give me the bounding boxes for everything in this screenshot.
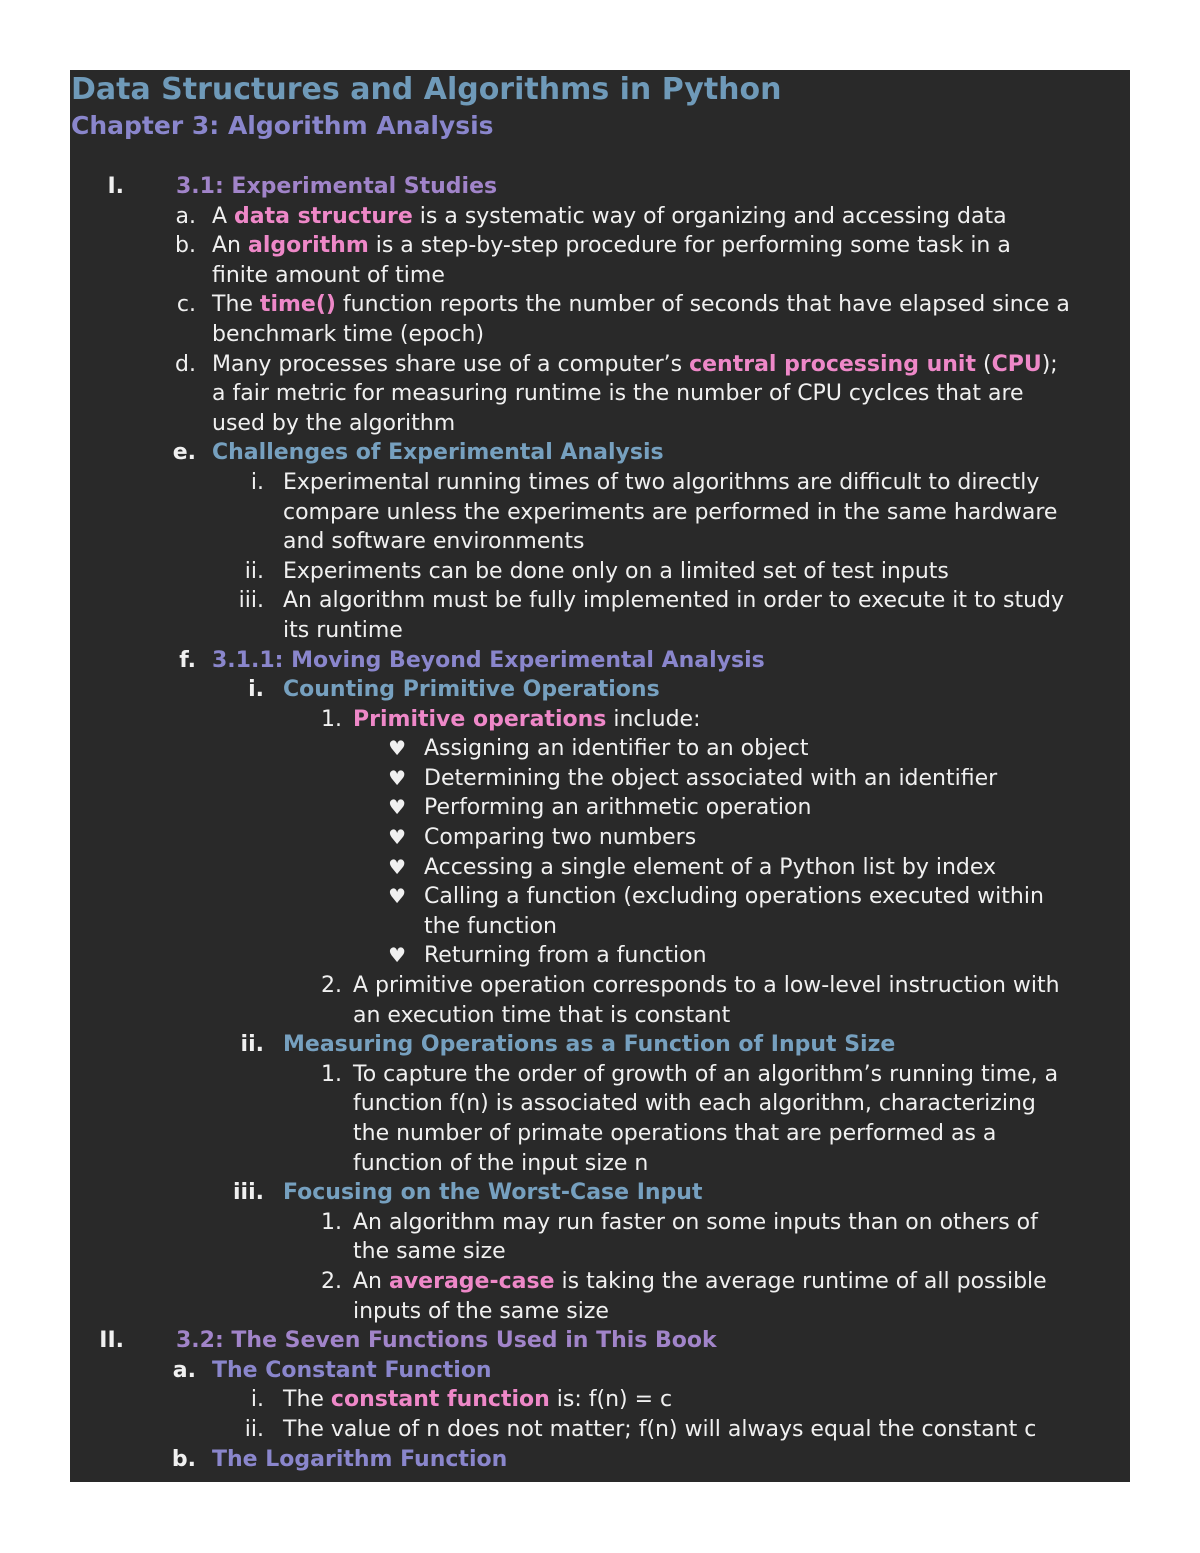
highlighted-term: CPU	[991, 351, 1042, 377]
list-marker: f.	[179, 647, 196, 673]
heart-bullet-icon: ♥	[388, 854, 406, 879]
list-marker: i.	[250, 469, 264, 495]
text-run: include:	[606, 706, 701, 732]
list-marker: e.	[172, 440, 196, 466]
outline-item	[70, 853, 1130, 883]
outline-text	[283, 1417, 1036, 1442]
text-run: used by the algorithm	[212, 410, 456, 436]
outline-item	[70, 1178, 1130, 1208]
highlighted-term: Measuring Operations as a Function of Input Size	[283, 1032, 896, 1058]
outline-item	[70, 1060, 1130, 1090]
outline-item	[70, 882, 1130, 912]
outline-text	[353, 1269, 1047, 1294]
list-marker: c.	[176, 292, 196, 318]
outline-line-continuation	[70, 261, 1130, 291]
outline-text	[283, 588, 1064, 613]
outline	[70, 172, 1130, 1474]
text-run: Determining the object associated with an identifier	[424, 765, 998, 791]
outline-item	[70, 1385, 1130, 1415]
outline-text	[283, 470, 1039, 495]
highlighted-term: Primitive operations	[353, 706, 607, 732]
outline-text	[353, 1062, 1058, 1087]
outline-item	[70, 468, 1130, 498]
text-run: Accessing a single element of a Python list by index	[424, 854, 997, 880]
list-marker: II.	[99, 1328, 124, 1354]
outline-text	[424, 914, 557, 939]
text-run: function of the input size n	[353, 1150, 649, 1176]
outline-text	[212, 352, 1058, 377]
text-run: Calling a function (excluding operations executed within	[424, 884, 1044, 910]
outline-text	[353, 1003, 730, 1028]
outline-item	[70, 1208, 1130, 1238]
outline-text	[283, 1180, 702, 1205]
highlighted-term: Focusing on the Worst-Case Input	[283, 1180, 703, 1206]
highlighted-term: algorithm	[248, 233, 369, 259]
outline-text	[353, 1210, 1038, 1235]
text-run: An	[212, 233, 248, 259]
outline-item	[70, 1445, 1130, 1475]
list-marker: 2.	[321, 1268, 342, 1294]
outline-text	[212, 204, 1007, 229]
outline-text	[212, 381, 1024, 406]
text-run: the function	[424, 913, 557, 939]
highlighted-term: 3.1: Experimental Studies	[176, 174, 498, 199]
text-run: its runtime	[283, 617, 403, 643]
text-run: A	[212, 203, 235, 229]
text-run: Performing an arithmetic operation	[424, 795, 812, 821]
outline-line-continuation	[70, 1119, 1130, 1149]
list-marker: 1.	[321, 1061, 342, 1087]
document-title: Data Structures and Algorithms in Python	[71, 72, 782, 107]
outline-item	[70, 290, 1130, 320]
outline-text	[424, 884, 1044, 909]
text-run: (	[976, 351, 992, 377]
outline-text	[353, 1091, 1036, 1116]
outline-item	[70, 1030, 1130, 1060]
highlighted-term: The Logarithm Function	[212, 1446, 508, 1472]
outline-text	[283, 559, 949, 584]
text-run: finite amount of time	[212, 262, 445, 288]
outline-text	[424, 825, 696, 850]
outline-text	[353, 1239, 506, 1264]
text-run: Many processes share use of a computer’s	[212, 351, 690, 377]
text-run: inputs of the same size	[353, 1298, 609, 1324]
outline-item	[70, 971, 1130, 1001]
outline-item	[70, 941, 1130, 971]
outline-line-continuation	[70, 320, 1130, 350]
list-marker: 1.	[321, 1209, 342, 1235]
outline-text	[283, 1387, 672, 1412]
text-run: Assigning an identifier to an object	[424, 736, 809, 762]
outline-text	[283, 500, 1057, 525]
text-run: the number of primate operations that are performed as a	[353, 1121, 997, 1146]
outline-text	[212, 1358, 492, 1383]
outline-text	[212, 322, 484, 347]
outline-line-continuation	[70, 1237, 1130, 1267]
list-marker: iii.	[233, 1180, 264, 1206]
outline-text	[353, 1299, 609, 1324]
outline-text	[424, 795, 811, 820]
outline-text	[353, 973, 1060, 998]
highlighted-term: data structure	[234, 203, 413, 229]
text-run: an execution time that is constant	[353, 1002, 731, 1028]
outline-text	[424, 766, 997, 791]
outline-text	[176, 1328, 717, 1353]
outline-item	[70, 793, 1130, 823]
text-run: The value of n does not matter; f(n) will always equal the constant c	[283, 1416, 1037, 1442]
text-run: A primitive operation corresponds to a low-level instruction with	[353, 973, 1060, 999]
outline-item	[70, 646, 1130, 676]
heart-bullet-icon: ♥	[388, 825, 406, 850]
highlighted-term: Counting Primitive Operations	[283, 677, 660, 703]
outline-text	[283, 529, 584, 554]
heart-bullet-icon: ♥	[388, 943, 406, 968]
outline-item	[70, 764, 1130, 794]
highlighted-term: Challenges of Experimental Analysis	[212, 440, 664, 466]
outline-text	[212, 648, 765, 673]
highlighted-term: average-case	[389, 1268, 555, 1294]
text-run: benchmark time (epoch)	[212, 321, 485, 347]
text-run: a fair metric for measuring runtime is the number of CPU cyclces that are	[212, 381, 1024, 407]
outline-text	[424, 855, 996, 880]
heart-bullet-icon: ♥	[388, 884, 406, 909]
list-marker: b.	[171, 1446, 196, 1472]
text-run: function f(n) is associated with each algorithm, characterizing	[353, 1091, 1036, 1117]
outline-line-continuation	[70, 1001, 1130, 1031]
heart-bullet-icon: ♥	[388, 736, 406, 761]
outline-item	[70, 734, 1130, 764]
outline-line-continuation	[70, 379, 1130, 409]
text-run: An algorithm must be fully implemented in order to execute it to study	[283, 588, 1065, 614]
outline-text	[283, 677, 660, 702]
highlighted-term: The Constant Function	[212, 1357, 492, 1383]
list-marker: ii.	[244, 558, 264, 584]
heart-bullet-icon: ♥	[388, 795, 406, 820]
list-marker: I.	[107, 174, 124, 199]
highlighted-term: constant function	[330, 1387, 550, 1413]
highlighted-term: 3.2: The Seven Functions Used in This Book	[176, 1328, 717, 1354]
text-run: An	[353, 1268, 389, 1294]
text-run: and software environments	[283, 529, 585, 555]
outline-text	[353, 1121, 996, 1146]
outline-text	[424, 943, 707, 968]
text-run: The	[283, 1387, 331, 1413]
text-run: Experimental running times of two algorithms are difficult to directly	[283, 469, 1040, 495]
outline-text	[283, 1032, 895, 1057]
list-marker: i.	[250, 1387, 264, 1413]
outline-text	[353, 707, 701, 732]
outline-line-continuation	[70, 527, 1130, 557]
outline-line-continuation	[70, 498, 1130, 528]
outline-item	[70, 350, 1130, 380]
outline-item	[70, 1415, 1130, 1445]
outline-line-continuation	[70, 912, 1130, 942]
outline-line-continuation	[70, 409, 1130, 439]
text-run: is taking the average runtime of all possible	[554, 1268, 1047, 1294]
outline-text	[212, 263, 445, 288]
outline-item	[70, 202, 1130, 232]
outline-line-continuation	[70, 616, 1130, 646]
text-run: An algorithm may run faster on some inputs than on others of	[353, 1209, 1038, 1235]
outline-item	[70, 557, 1130, 587]
text-run: is: f(n) = c	[549, 1387, 673, 1413]
outline-line-continuation	[70, 1149, 1130, 1179]
outline-text	[176, 174, 497, 199]
outline-item	[70, 1326, 1130, 1356]
outline-item	[70, 1356, 1130, 1386]
list-marker: a.	[175, 203, 196, 229]
outline-text	[212, 411, 455, 436]
outline-text	[212, 292, 1070, 317]
outline-text	[212, 440, 664, 465]
outline-item	[70, 438, 1130, 468]
outline-item	[70, 1267, 1130, 1297]
list-marker: 2.	[321, 973, 342, 999]
outline-item	[70, 172, 1130, 202]
outline-text	[424, 736, 808, 761]
outline-item	[70, 823, 1130, 853]
highlighted-term: central processing unit	[689, 351, 976, 377]
list-marker: i.	[248, 677, 264, 703]
outline-text	[353, 1151, 648, 1176]
document-page	[70, 70, 1130, 1482]
text-run: );	[1041, 351, 1058, 377]
outline-text	[212, 233, 1011, 258]
list-marker: b.	[175, 233, 196, 259]
list-marker: d.	[175, 351, 196, 377]
text-run: The	[212, 292, 260, 318]
text-run: Experiments can be done only on a limited set of test inputs	[283, 558, 949, 584]
text-run: compare unless the experiments are performed in the same hardware	[283, 499, 1058, 525]
text-run: is a systematic way of organizing and accessing data	[412, 203, 1007, 229]
text-run: Returning from a function	[424, 943, 707, 969]
list-marker: ii.	[240, 1032, 264, 1058]
outline-text	[283, 618, 403, 643]
outline-text	[212, 1447, 507, 1472]
list-marker: ii.	[244, 1416, 264, 1442]
outline-item	[70, 231, 1130, 261]
text-run: is a step-by-step procedure for performing some task in a	[368, 233, 1011, 259]
outline-item	[70, 705, 1130, 735]
text-run: To capture the order of growth of an algorithm’s running time, a	[353, 1061, 1059, 1087]
list-marker: a.	[172, 1357, 196, 1383]
highlighted-term: 3.1.1: Moving Beyond Experimental Analysis	[212, 647, 765, 673]
outline-item	[70, 675, 1130, 705]
text-run: Comparing two numbers	[424, 825, 697, 851]
list-marker: iii.	[238, 588, 264, 614]
text-run: the same size	[353, 1239, 506, 1265]
highlighted-term: time()	[259, 292, 336, 318]
outline-line-continuation	[70, 1089, 1130, 1119]
list-marker: 1.	[321, 706, 342, 732]
outline-item	[70, 586, 1130, 616]
outline-line-continuation	[70, 1297, 1130, 1327]
text-run: function reports the number of seconds that have elapsed since a	[335, 292, 1070, 318]
heart-bullet-icon: ♥	[388, 765, 406, 790]
chapter-heading: Chapter 3: Algorithm Analysis	[71, 111, 494, 140]
